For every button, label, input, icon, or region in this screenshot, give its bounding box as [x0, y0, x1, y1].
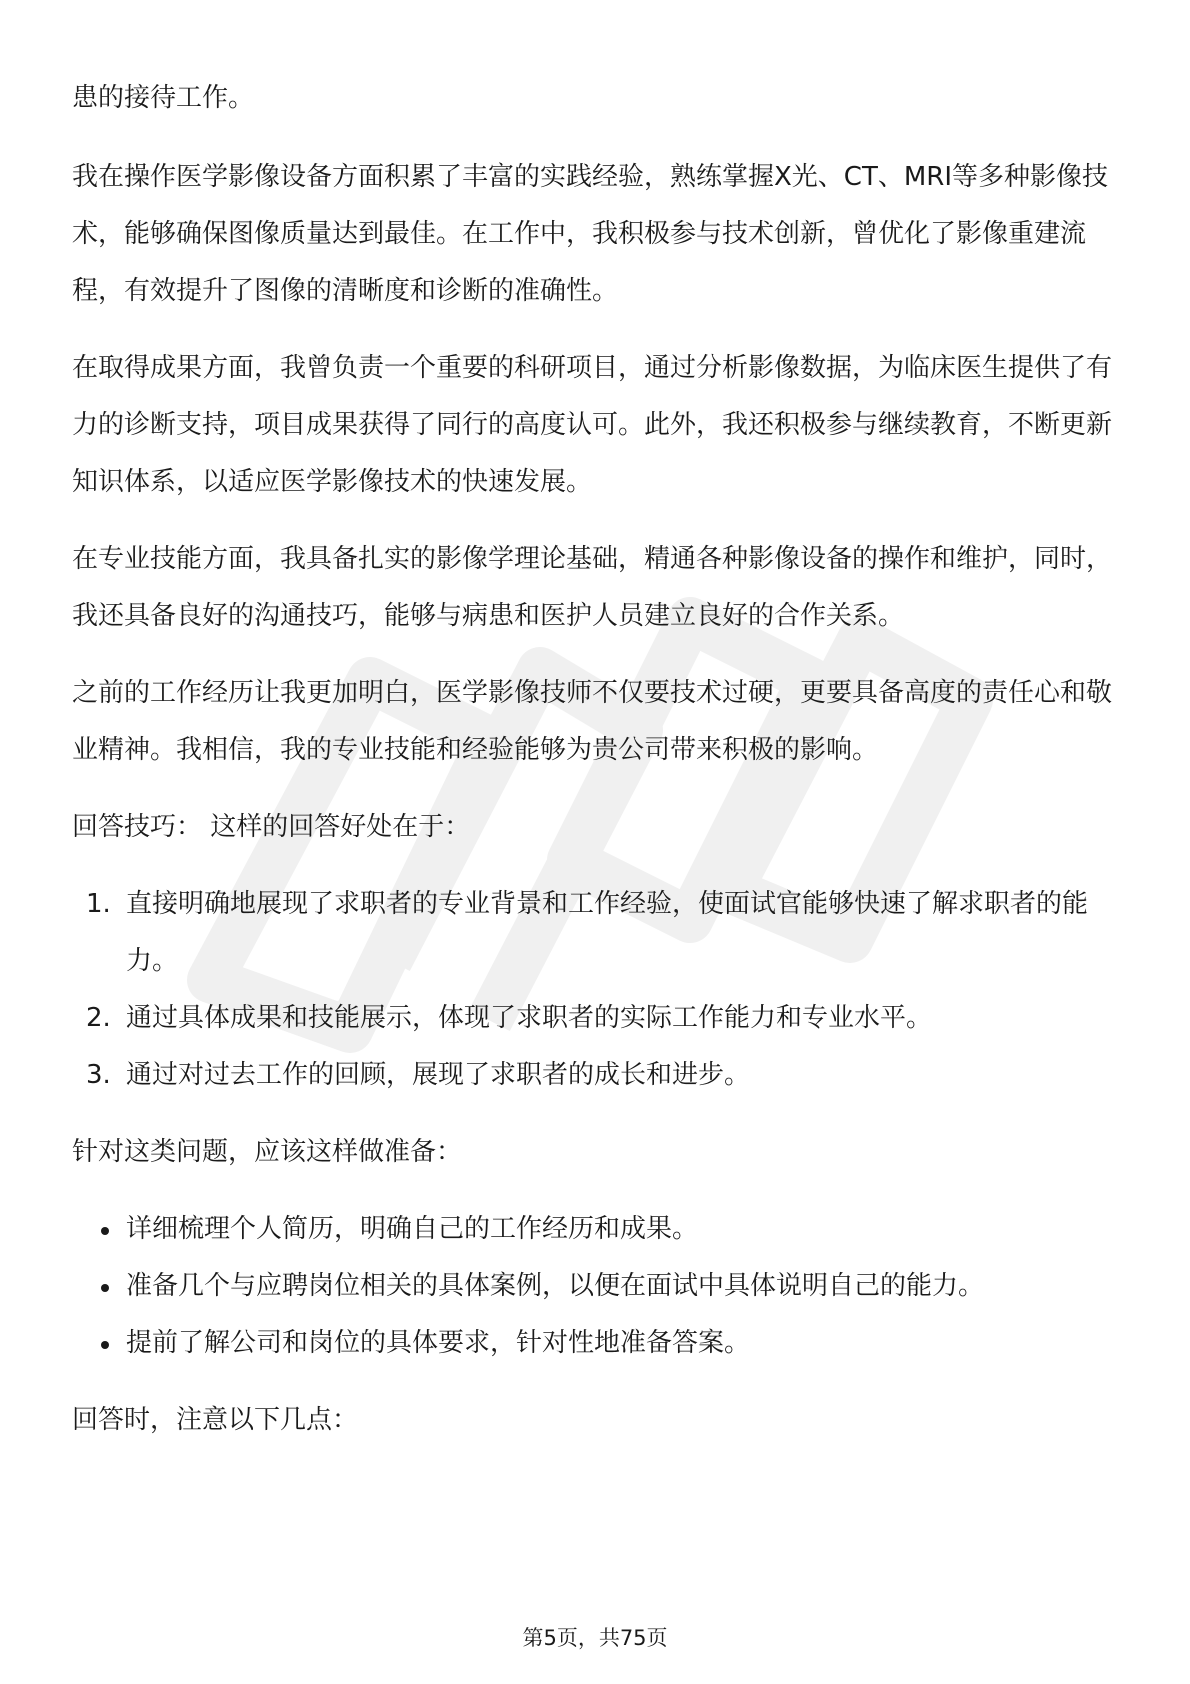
bullet-icon	[101, 1284, 109, 1292]
tips-heading: 回答技巧： 这样的回答好处在于：	[72, 812, 471, 842]
list-item-text: 提前了解公司和岗位的具体要求，针对性地准备答案。	[126, 1328, 751, 1358]
paragraph: 在专业技能方面，我具备扎实的影像学理论基础，精通各种影像设备的操作和维护，同时，我还具备良好的沟通技巧，能够与病患和医护人员建立良好的合作关系。	[72, 544, 1113, 631]
page-footer: 第5页，共75页	[522, 1626, 668, 1650]
document-body	[72, 70, 1118, 1469]
notes-heading: 回答时，注意以下几点：	[72, 1405, 359, 1435]
bullet-icon	[101, 1341, 109, 1349]
prep-bullet-list	[72, 1201, 1118, 1372]
bullet-icon	[101, 1227, 109, 1235]
list-number: 2.	[86, 1003, 111, 1033]
paragraph: 我在操作医学影像设备方面积累了丰富的实践经验，熟练掌握X光、CT、MRI等多种影像技术，能够确保图像质量达到最佳。在工作中，我积极参与技术创新，曾优化了影像重建流程，有效提升了图像的清晰度和诊断的准确性。	[72, 162, 1109, 306]
list-item	[72, 1258, 1118, 1315]
prep-heading: 针对这类问题，应该这样做准备：	[72, 1137, 463, 1167]
list-item	[72, 990, 1118, 1047]
paragraph: 在取得成果方面，我曾负责一个重要的科研项目，通过分析影像数据，为临床医生提供了有力的诊断支持，项目成果获得了同行的高度认可。此外，我还积极参与继续教育，不断更新知识体系，以适应医学影像技术的快速发展。	[72, 353, 1113, 497]
list-item-text: 详细梳理个人简历，明确自己的工作经历和成果。	[126, 1214, 699, 1244]
list-item-text: 准备几个与应聘岗位相关的具体案例，以便在面试中具体说明自己的能力。	[126, 1271, 985, 1301]
list-number: 3.	[86, 1060, 111, 1090]
list-item	[72, 876, 1118, 990]
list-item	[72, 1201, 1118, 1258]
tips-numbered-list	[72, 876, 1118, 1104]
list-item-text: 直接明确地展现了求职者的专业背景和工作经验，使面试官能够快速了解求职者的能力。	[126, 889, 1089, 976]
list-number: 1.	[86, 889, 111, 919]
list-item-text: 通过对过去工作的回顾，展现了求职者的成长和进步。	[126, 1060, 751, 1090]
paragraph: 之前的工作经历让我更加明白，医学影像技师不仅要技术过硬，更要具备高度的责任心和敬业精神。我相信，我的专业技能和经验能够为贵公司带来积极的影响。	[72, 678, 1113, 765]
paragraph: 患的接待工作。	[72, 83, 255, 113]
list-item-text: 通过具体成果和技能展示，体现了求职者的实际工作能力和专业水平。	[126, 1003, 933, 1033]
list-item	[72, 1047, 1118, 1104]
list-item	[72, 1315, 1118, 1372]
